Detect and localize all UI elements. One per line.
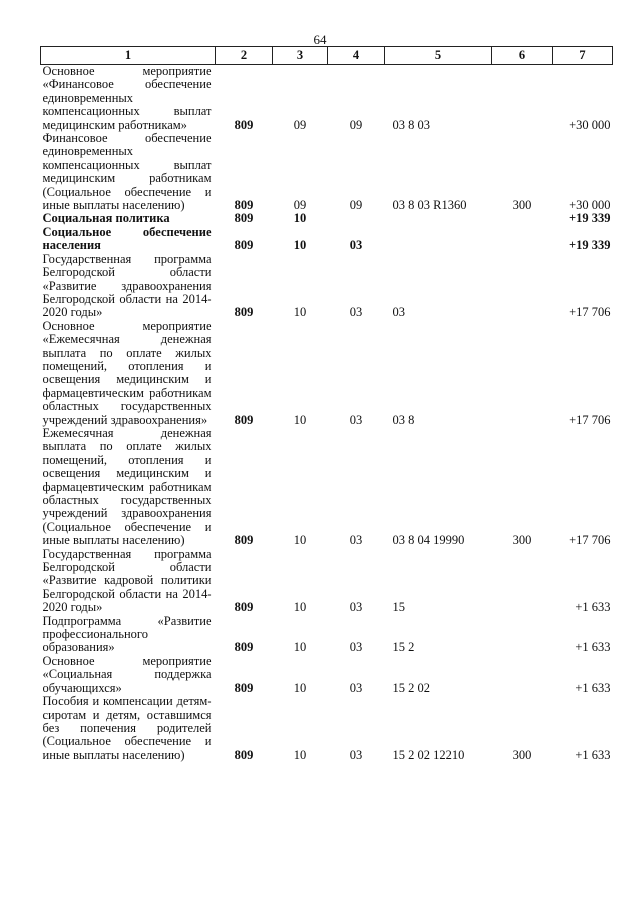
row-vr: [492, 320, 553, 427]
row-sum: +1 633: [575, 747, 611, 762]
row-csr: 03: [392, 305, 405, 320]
row-vr: [492, 615, 553, 655]
table-row: [41, 548, 613, 615]
page-number: 64: [313, 32, 327, 47]
row-sum: +19 339: [569, 238, 611, 253]
row-csr: 03 8: [392, 412, 415, 427]
table-body: [41, 65, 613, 763]
header-cell: 6: [492, 47, 553, 65]
row-pr: 03: [349, 238, 363, 253]
row-csr: 15: [392, 600, 405, 615]
row-name: Государственная программа Белгородской области «Развитие здравоохранения Белгородской области на 2014-2020 годы»: [42, 251, 212, 320]
row-grp: 809: [234, 238, 254, 253]
table-header: [41, 47, 613, 65]
table-row: [41, 212, 613, 225]
table-row: [41, 226, 613, 253]
row-name: Социальное обеспечение населения: [42, 224, 212, 253]
row-rz: 10: [293, 640, 307, 655]
row-sum: +1 633: [575, 600, 611, 615]
header-cell: 4: [328, 47, 385, 65]
row-grp: 809: [234, 211, 254, 226]
row-pr: 09: [349, 198, 363, 213]
header-cell: 5: [385, 47, 492, 65]
row-sum: +17 706: [569, 412, 611, 427]
row-name: Социальная политика: [42, 211, 170, 226]
row-sum: +30 000: [569, 117, 611, 132]
row-name: Государственная программа Белгородской области «Развитие кадровой политики Белгородской области на 2014-2020 годы»: [42, 546, 212, 615]
table-row: [41, 695, 613, 762]
row-grp: 809: [234, 533, 254, 548]
row-vr: 300: [512, 533, 532, 548]
row-rz: 10: [293, 211, 307, 226]
row-name: Финансовое обеспечение единовременных компенсационных выплат медицинским работникам (Социальное обеспечение и иные выплаты населению): [42, 131, 212, 213]
row-vr: [492, 212, 553, 225]
row-csr: 03 8 03: [392, 117, 430, 132]
row-rz: 10: [293, 747, 307, 762]
row-grp: 809: [234, 600, 254, 615]
row-grp: 809: [234, 747, 254, 762]
row-csr: [385, 212, 492, 225]
row-grp: 809: [234, 412, 254, 427]
table-row: [41, 132, 613, 212]
row-pr: 03: [349, 600, 363, 615]
table-row: [41, 65, 613, 133]
row-name: Ежемесячная денежная выплата по оплате жилых помещений, отопления и освещения медицинским и фармацевтическим работникам областных государственных учреждений здравоохранения (Социальное обеспечение и иные выплаты населению): [42, 425, 212, 548]
table-row: [41, 615, 613, 655]
row-vr: 300: [512, 747, 532, 762]
row-sum: +1 633: [575, 640, 611, 655]
row-vr: [492, 655, 553, 695]
row-pr: 03: [349, 680, 363, 695]
row-csr: 15 2: [392, 640, 415, 655]
row-rz: 10: [293, 305, 307, 320]
row-name: Подпрограмма «Развитие профессионального образования»: [42, 613, 212, 655]
row-name: Основное мероприятие «Ежемесячная денежная выплата по оплате жилых помещений, отопления и освещения медицинским и фармацевтическим работникам областных государственных учреждений здравоохранения»: [42, 318, 212, 427]
row-rz: 10: [293, 600, 307, 615]
row-csr: 15 2 02 12210: [392, 747, 465, 762]
row-sum: +30 000: [569, 198, 611, 213]
row-grp: 809: [234, 198, 254, 213]
row-grp: 809: [234, 305, 254, 320]
row-rz: 09: [293, 198, 307, 213]
row-rz: 10: [293, 680, 307, 695]
row-rz: 10: [293, 412, 307, 427]
row-sum: +17 706: [569, 533, 611, 548]
row-pr: 03: [349, 412, 363, 427]
row-grp: 809: [234, 680, 254, 695]
row-grp: 809: [234, 117, 254, 132]
table-row: [41, 320, 613, 427]
header-cell: 7: [553, 47, 613, 65]
row-csr: 15 2 02: [392, 680, 430, 695]
header-cell: 1: [41, 47, 216, 65]
row-sum: +17 706: [569, 305, 611, 320]
row-sum: +19 339: [569, 211, 611, 226]
row-csr: 03 8 03 R1360: [392, 198, 467, 213]
row-pr: [328, 212, 385, 225]
row-name: Пособия и компенсации детям-сиротам и детям, оставшимся без попечения родителей (Социальное обеспечение и иные выплаты населению): [42, 694, 212, 762]
row-pr: 03: [349, 640, 363, 655]
row-rz: 10: [293, 238, 307, 253]
row-rz: 10: [293, 533, 307, 548]
row-name: Основное мероприятие «Финансовое обеспечение единовременных компенсационных выплат медицинским работникам»: [42, 64, 212, 132]
row-vr: [492, 253, 553, 320]
row-vr: 300: [512, 198, 532, 213]
row-pr: 03: [349, 747, 363, 762]
row-csr: [385, 226, 492, 253]
row-name: Основное мероприятие «Социальная поддержка обучающихся»: [42, 653, 212, 695]
row-rz: 09: [293, 117, 307, 132]
budget-table: [40, 46, 613, 762]
row-vr: [492, 65, 553, 133]
row-pr: 09: [349, 117, 363, 132]
row-sum: +1 633: [575, 680, 611, 695]
table-row: [41, 253, 613, 320]
header-cell: 3: [273, 47, 328, 65]
row-pr: 03: [349, 305, 363, 320]
row-csr: 03 8 04 19990: [392, 533, 465, 548]
row-grp: 809: [234, 640, 254, 655]
header-cell: 2: [216, 47, 273, 65]
table-row: [41, 655, 613, 695]
row-vr: [492, 548, 553, 615]
row-vr: [492, 226, 553, 253]
table-row: [41, 427, 613, 548]
row-pr: 03: [349, 533, 363, 548]
